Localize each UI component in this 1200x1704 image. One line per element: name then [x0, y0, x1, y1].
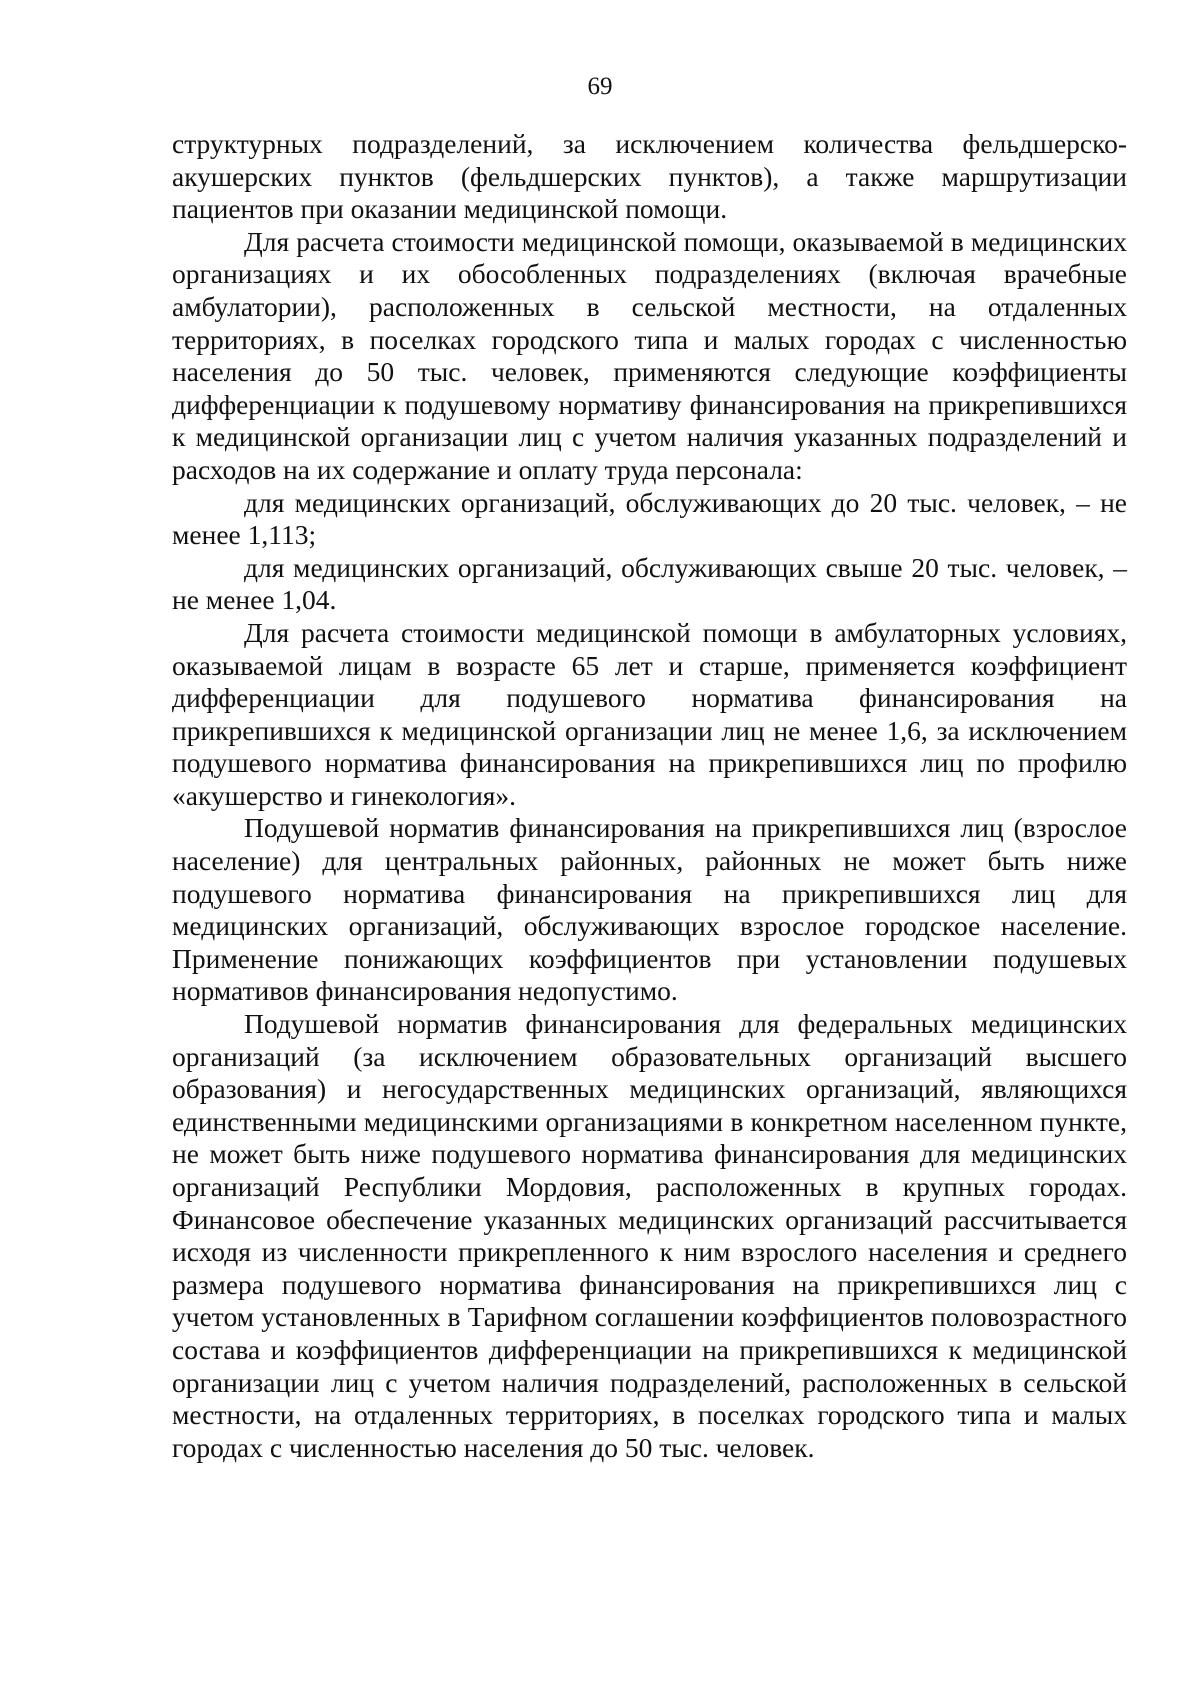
paragraph-rural-coefficients: Для расчета стоимости медицинской помощи, оказываемой в медицинских организациях и их обособленных подразделениях (включая врачебные амбулатории), расположенных в сельской местности, на отдаленных территориях, в поселках городского типа и малых городах с численностью населения до 50 тыс. человек, применяются следующие коэффициенты дифференциации к подушевому нормативу финансирования на прикрепившихся к медицинской организации лиц с учетом наличия указанных подразделений и расходов на их содержание и оплату труда персонала:	[172, 225, 1127, 485]
paragraph-continuation: структурных подразделений, за исключением количества фельдшерско-акушерских пунктов (фельдшерских пунктов), а также маршрутизации пациентов при оказании медицинской помощи.	[172, 128, 1127, 225]
paragraph-federal-organizations: Подушевой норматив финансирования для федеральных медицинских организаций (за исключением образовательных организаций высшего образования) и негосударственных медицинских организаций, являющихся единственными медицинскими организациями в конкретном населенном пункте, не может быть ниже подушевого норматива финансирования для медицинских организаций Республики Мордовия, расположенных в крупных городах. Финансовое обеспечение указанных медицинских организаций рассчитывается исходя из численности прикрепленного к ним взрослого населения и среднего размера подушевого норматива финансирования на прикрепившихся лиц с учетом установленных в Тарифном соглашении коэффициентов половозрастного состава и коэффициентов дифференциации на прикрепившихся к медицинской организации лиц с учетом наличия подразделений, расположенных в сельской местности, на отдаленных территориях, в поселках городского типа и малых городах с численностью населения до 50 тыс. человек.	[172, 1008, 1127, 1463]
page-number: 69	[587, 73, 613, 100]
paragraph-over-20k: для медицинских организаций, обслуживающих свыше 20 тыс. человек, – не менее 1,04.	[172, 551, 1127, 616]
document-body	[172, 128, 1127, 1464]
paragraph-age-65-plus: Для расчета стоимости медицинской помощи в амбулаторных условиях, оказываемой лицам в возрасте 65 лет и старше, применяется коэффициент дифференциации для подушевого норматива финансирования на прикрепившихся к медицинской организации лиц не менее 1,6, за исключением подушевого норматива финансирования на прикрепившихся лиц по профилю «акушерство и гинекология».	[172, 616, 1127, 811]
paragraph-district-norm: Подушевой норматив финансирования на прикрепившихся лиц (взрослое население) для центральных районных, районных не может быть ниже подушевого норматива финансирования на прикрепившихся лиц для медицинских организаций, обслуживающих взрослое городское население. Применение понижающих коэффициентов при установлении подушевых нормативов финансирования недопустимо.	[172, 812, 1127, 1007]
paragraph-up-to-20k: для медицинских организаций, обслуживающих до 20 тыс. человек, – не менее 1,113;	[172, 486, 1127, 551]
